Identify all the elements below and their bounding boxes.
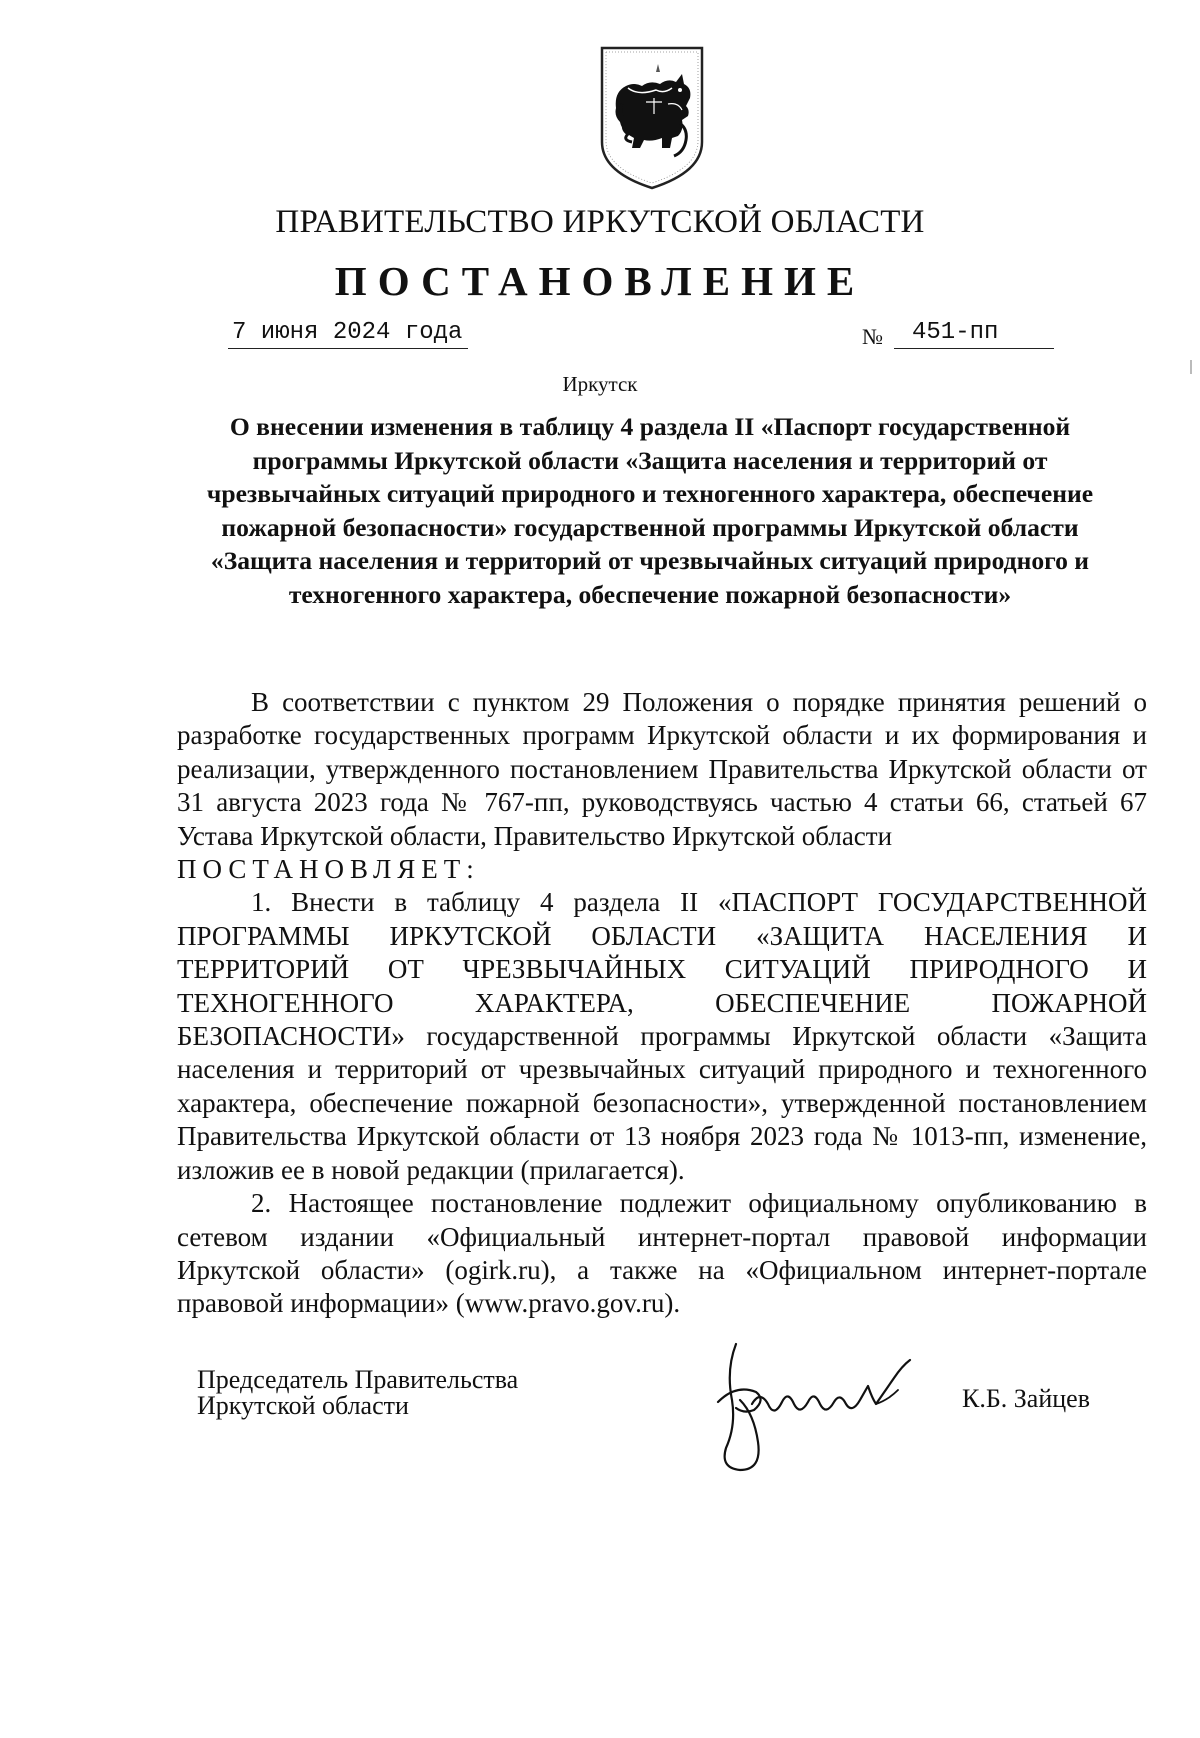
preamble-paragraph: В соответствии с пунктом 29 Положения о порядке принятия решений о разработке государственных программ Иркутской области и их формирования и реализации, утвержденного постановлением Правительства Иркутской области от 31 августа 2023 года № 767-пп, руководствуясь частью 4 статьи 66, статьей 67 Устава Иркутской области, Правительство Иркутской области [177, 687, 1147, 851]
signatory-name: К.Б. Зайцев [962, 1384, 1090, 1413]
signatory-title-line-2: Иркутской области [197, 1391, 409, 1420]
scan-artifact [1190, 360, 1192, 374]
coat-of-arms-icon [598, 44, 706, 192]
document-date: 7 июня 2024 года [228, 318, 468, 349]
number-sign: № [862, 324, 883, 349]
document-type-title: ПОСТАНОВЛЕНИЕ [334, 258, 866, 304]
document-number: 451-пп [894, 318, 1054, 349]
government-title: ПРАВИТЕЛЬСТВО ИРКУТСКОЙ ОБЛАСТИ [275, 204, 925, 240]
signature-icon [696, 1330, 946, 1480]
item-2-paragraph: 2. Настоящее постановление подлежит официальному опубликованию в сетевом издании «Официальный интернет-портал правовой информации Иркутской области» (ogirk.ru), а также на «Официальном интернет-портале правовой информации» (www.pravo.gov.ru). [177, 1188, 1147, 1319]
resolves-heading: ПОСТАНОВЛЯЕТ: [177, 854, 480, 885]
document-body [177, 686, 1147, 1321]
document-subject: О внесении изменения в таблицу 4 раздела II «Паспорт государственной программы Иркутской области «Защита населения и территорий от чрезвычайных ситуаций природного и техногенного характера, обеспечение пожарной безопасности» государственной программы Иркутской области «Защита населения и территорий от чрезвычайных ситуаций природного и техногенного характера, обеспечение пожарной безопасности» [206, 412, 1094, 609]
item-1-paragraph: 1. Внести в таблицу 4 раздела II «ПАСПОРТ ГОСУДАРСТВЕННОЙ ПРОГРАММЫ ИРКУТСКОЙ ОБЛАСТИ «ЗАЩИТА НАСЕЛЕНИЯ И ТЕРРИТОРИЙ ОТ ЧРЕЗВЫЧАЙНЫХ СИТУАЦИЙ ПРИРОДНОГО И ТЕХНОГЕННОГО ХАРАКТЕРА, ОБЕСПЕЧЕНИЕ ПОЖАРНОЙ БЕЗОПАСНОСТИ» государственной программы Иркутской области «Защита населения и территорий от чрезвычайных ситуаций природного и техногенного характера, обеспечение пожарной безопасности», утвержденной постановлением Правительства Иркутской области от 13 ноября 2023 года № 1013-пп, изменение, изложив ее в новой редакции (прилагается). [177, 887, 1147, 1185]
issue-city: Иркутск [562, 372, 638, 396]
signatory-title-line-1: Председатель Правительства [197, 1365, 519, 1394]
signatory-title [197, 1367, 617, 1419]
